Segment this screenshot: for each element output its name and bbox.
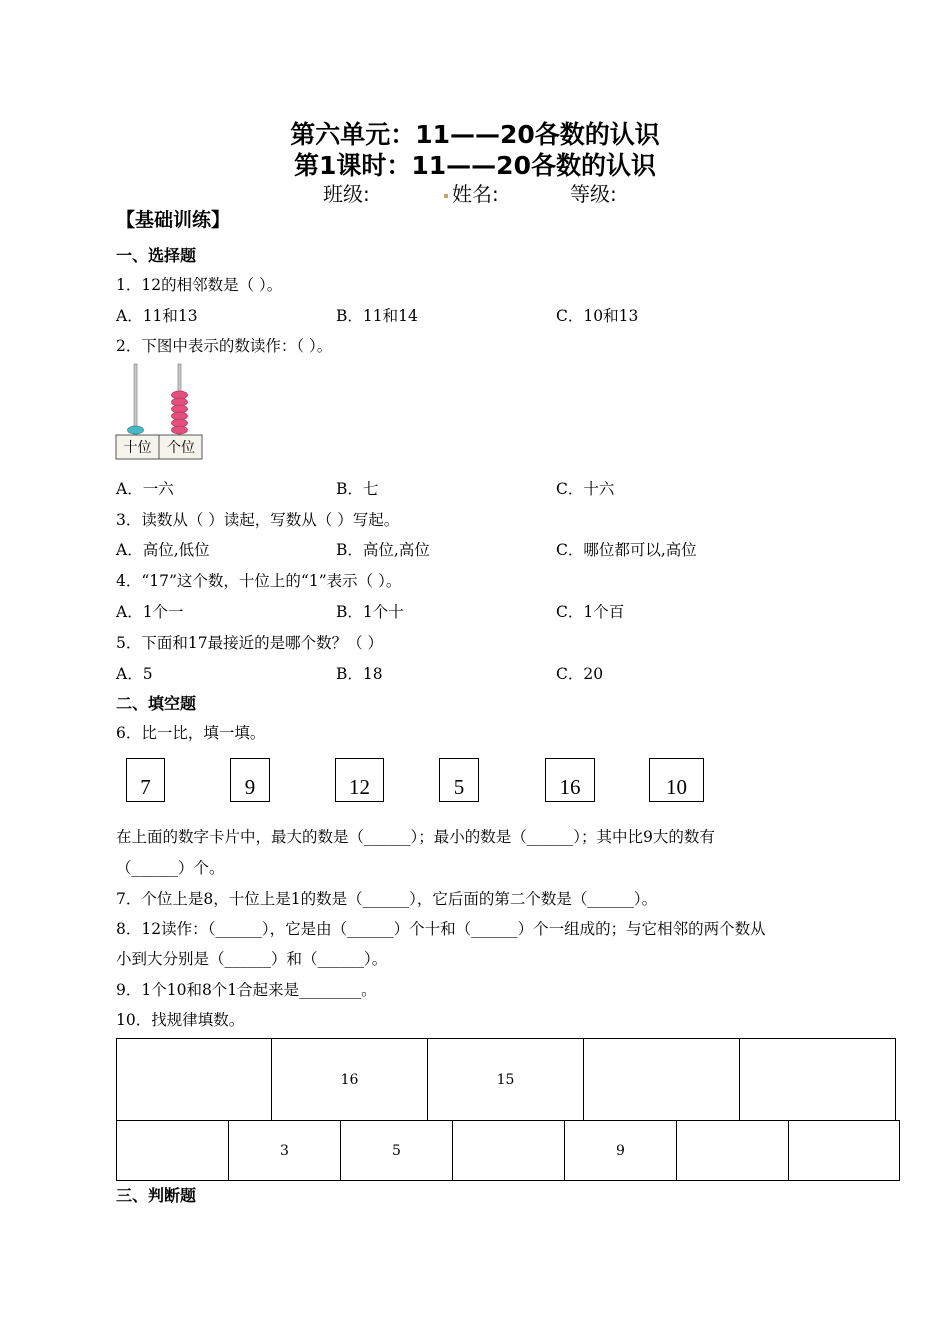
number-card: 5 xyxy=(439,758,479,802)
q1-option-b: B．11和14 xyxy=(336,307,418,325)
tens-rod xyxy=(134,364,137,434)
q4-option-c: C．1个百 xyxy=(556,603,625,621)
question-2: 2．下图中表示的数读作：（ ）。 xyxy=(116,337,333,355)
section-fill-heading: 二、填空题 xyxy=(116,694,197,713)
pattern-cell-row2 xyxy=(452,1120,565,1181)
q5-option-b: B．18 xyxy=(336,665,383,683)
number-card: 7 xyxy=(126,758,165,802)
number-card: 12 xyxy=(335,758,384,802)
ones-label: 个位 xyxy=(167,440,195,456)
q6-text-line1: 在上面的数字卡片中，最大的数是（______）；最小的数是（______）；其中比9大的数有 xyxy=(116,828,715,846)
name-label: 姓名: xyxy=(452,182,499,206)
class-label: 班级: xyxy=(323,182,370,206)
tens-label: 十位 xyxy=(123,440,152,456)
question-8-line2: 小到大分别是（______）和（______）。 xyxy=(116,950,388,968)
tens-bead xyxy=(128,426,144,434)
section-choice-heading: 一、选择题 xyxy=(116,246,197,265)
q2-option-c: C．十六 xyxy=(556,480,615,498)
pattern-cell-row2 xyxy=(788,1120,900,1181)
question-4: 4．“17”这个数，十位上的“1”表示（ ）。 xyxy=(116,572,402,590)
q4-option-a: A．1个一 xyxy=(116,603,184,621)
pattern-cell-row2: 3 xyxy=(228,1120,341,1181)
pattern-cell-row1 xyxy=(583,1038,740,1121)
q5-option-c: C．20 xyxy=(556,665,604,683)
pattern-cell-row1 xyxy=(116,1038,272,1121)
q3-option-a: A．高位,低位 xyxy=(116,541,210,559)
question-9: 9．1个10和8个1合起来是________。 xyxy=(116,981,377,999)
question-8-line1: 8．12读作：（______），它是由（______）个十和（______）个一组成的；与它相邻的两个数从 xyxy=(116,920,766,938)
q2-option-a: A．一六 xyxy=(116,480,174,498)
q3-option-c: C．哪位都可以,高位 xyxy=(556,541,697,559)
question-10: 10．找规律填数。 xyxy=(116,1011,245,1029)
section-heading: 【基础训练】 xyxy=(116,209,231,231)
q2-option-b: B．七 xyxy=(336,480,379,498)
q1-option-a: A．11和13 xyxy=(116,307,198,325)
question-5: 5．下面和17最接近的是哪个数？（ ） xyxy=(116,634,384,652)
q4-option-b: B．1个十 xyxy=(336,603,404,621)
abacus-figure xyxy=(115,362,203,462)
question-7: 7．个位上是8，十位上是1的数是（______），它后面的第二个数是（______）。 xyxy=(116,890,658,908)
q1-option-c: C．10和13 xyxy=(556,307,639,325)
pattern-cell-row2: 9 xyxy=(564,1120,677,1181)
pattern-cell-row2: 5 xyxy=(340,1120,453,1181)
pattern-cell-row1: 15 xyxy=(427,1038,584,1121)
page-title: 第六单元：11——20各数的认识 xyxy=(290,120,660,149)
pattern-cell-row2 xyxy=(116,1120,229,1181)
number-card: 9 xyxy=(230,758,270,802)
pattern-cell-row1: 16 xyxy=(271,1038,428,1121)
pattern-cell-row1 xyxy=(739,1038,896,1121)
pattern-cell-row2 xyxy=(676,1120,789,1181)
question-6: 6．比一比，填一填。 xyxy=(116,724,266,742)
number-card: 10 xyxy=(649,758,704,802)
q3-option-b: B．高位,高位 xyxy=(336,541,430,559)
dot-mark xyxy=(444,194,448,198)
section-judge-heading: 三、判断题 xyxy=(116,1186,197,1205)
grade-label: 等级: xyxy=(570,182,617,206)
question-1: 1．12的相邻数是（ ）。 xyxy=(116,276,283,294)
page-subtitle: 第1课时：11——20各数的认识 xyxy=(294,151,656,180)
q6-text-line2: （______）个。 xyxy=(116,859,225,877)
number-card: 16 xyxy=(545,758,595,802)
question-3: 3．读数从（ ）读起，写数从（ ）写起。 xyxy=(116,511,400,529)
q5-option-a: A．5 xyxy=(116,665,153,683)
ones-bead xyxy=(172,426,188,434)
